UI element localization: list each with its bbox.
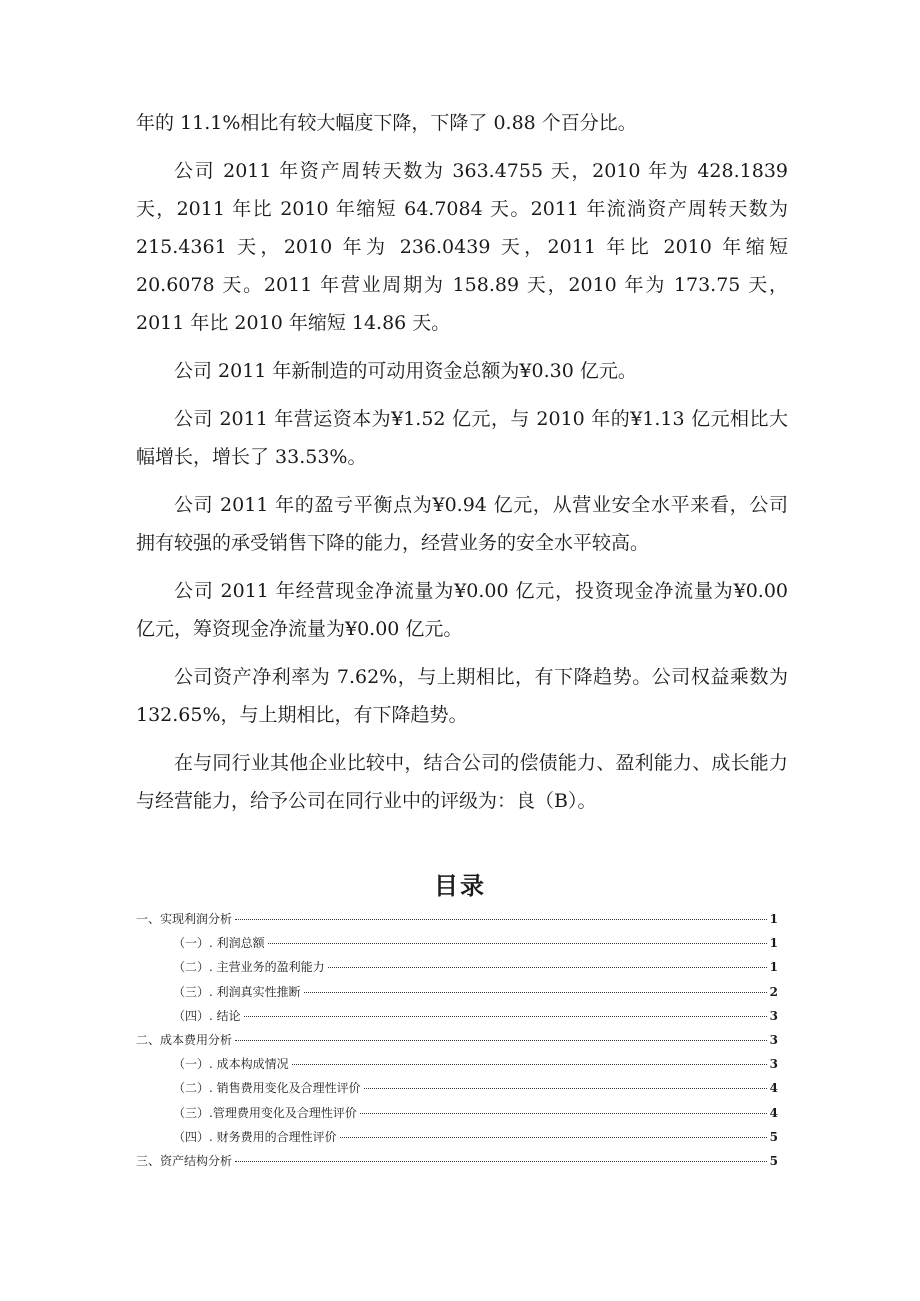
toc-entry[interactable]	[136, 1004, 778, 1028]
toc-entry-label: （一）. 成本构成情况	[173, 1057, 289, 1072]
toc-entry-label: （二）. 主营业务的盈利能力	[173, 960, 325, 975]
toc-leader-dots	[292, 1064, 767, 1065]
toc-entry[interactable]	[136, 931, 778, 955]
toc-entry-label: （二）. 销售费用变化及合理性评价	[173, 1081, 361, 1096]
toc-leader-dots	[364, 1088, 767, 1089]
toc-entry-label: （一）. 利润总额	[173, 936, 265, 951]
toc-entry-page: 1	[769, 912, 778, 926]
toc-entry-page: 3	[769, 1033, 778, 1048]
toc-entry-page: 5	[769, 1154, 778, 1169]
body-text	[136, 104, 788, 830]
toc-entry-label: （三）. 利润真实性推断	[173, 984, 301, 999]
toc-entry[interactable]	[136, 907, 778, 931]
toc-entry-page: 1	[769, 936, 778, 951]
toc-entry-label: （四）. 财务费用的合理性评价	[173, 1129, 337, 1144]
paragraph: 公司 2011 年资产周转天数为 363.4755 天，2010 年为 428.1839 天，2011 年比 2010 年缩短 64.7084 天。2011 年流淌资产周转天数为 215.4361 天，2010 年为 236.0439 天，2011 年比 2010 年缩短 20.6078 天。2011 年营业周期为 158.89 天，2010 年为 173.75 天，2011 年比 2010 年缩短 14.86 天。	[136, 160, 788, 334]
toc-entry-label: 三、资产结构分析	[136, 1154, 233, 1169]
toc-leader-dots	[235, 1161, 767, 1162]
toc-entry-label: 一、实现利润分析	[136, 912, 233, 926]
toc-leader-dots	[235, 1040, 767, 1041]
toc-entry[interactable]	[136, 1149, 778, 1173]
toc-entry-page: 5	[769, 1129, 778, 1144]
toc-entry-page: 3	[769, 1057, 778, 1072]
toc-leader-dots	[235, 919, 767, 920]
paragraph: 公司 2011 年经营现金净流量为¥0.00 亿元，投资现金净流量为¥0.00 亿元，筹资现金净流量为¥0.00 亿元。	[136, 580, 788, 640]
toc-title: 目录	[434, 872, 486, 900]
paragraph: 公司 2011 年营运资本为¥1.52 亿元，与 2010 年的¥1.13 亿元相比大幅增长，增长了 33.53%。	[136, 408, 788, 468]
toc-entry[interactable]	[136, 1101, 778, 1125]
toc-entry[interactable]	[136, 955, 778, 979]
paragraph: 在与同行业其他企业比较中，结合公司的偿债能力、盈利能力、成长能力与经营能力，给予公司在同行业中的评级为：良（B）。	[136, 752, 788, 812]
toc-entry-page: 1	[769, 960, 778, 975]
toc-entry-label: （四）. 结论	[173, 1008, 241, 1023]
toc-entry[interactable]	[136, 1028, 778, 1052]
toc-leader-dots	[244, 1016, 767, 1017]
paragraph: 公司资产净利率为 7.62%，与上期相比，有下降趋势。公司权益乘数为 132.65%，与上期相比，有下降趋势。	[136, 666, 788, 726]
toc-entry-label: 二、成本费用分析	[136, 1033, 233, 1048]
toc-entry-page: 3	[769, 1008, 778, 1023]
toc-entry[interactable]	[136, 980, 778, 1004]
paragraph: 年的 11.1%相比有较大幅度下降，下降了 0.88 个百分比。	[136, 112, 637, 134]
toc-entry[interactable]	[136, 1125, 778, 1149]
toc-leader-dots	[360, 1113, 767, 1114]
toc-leader-dots	[340, 1137, 767, 1138]
toc-entry-label: （三）.管理费用变化及合理性评价	[173, 1105, 357, 1120]
toc-entry-page: 4	[769, 1081, 778, 1096]
toc-leader-dots	[304, 992, 767, 993]
toc-entry[interactable]	[136, 1076, 778, 1100]
toc-entry-page: 4	[769, 1105, 778, 1120]
toc-entry-page: 2	[769, 984, 778, 999]
toc-leader-dots	[328, 967, 767, 968]
paragraph: 公司 2011 年新制造的可动用资金总额为¥0.30 亿元。	[174, 360, 637, 382]
paragraph: 公司 2011 年的盈亏平衡点为¥0.94 亿元，从营业安全水平来看，公司拥有较强的承受销售下降的能力，经营业务的安全水平较高。	[136, 494, 788, 554]
toc-leader-dots	[268, 943, 767, 944]
table-of-contents	[136, 907, 778, 1173]
toc-entry[interactable]	[136, 1052, 778, 1076]
